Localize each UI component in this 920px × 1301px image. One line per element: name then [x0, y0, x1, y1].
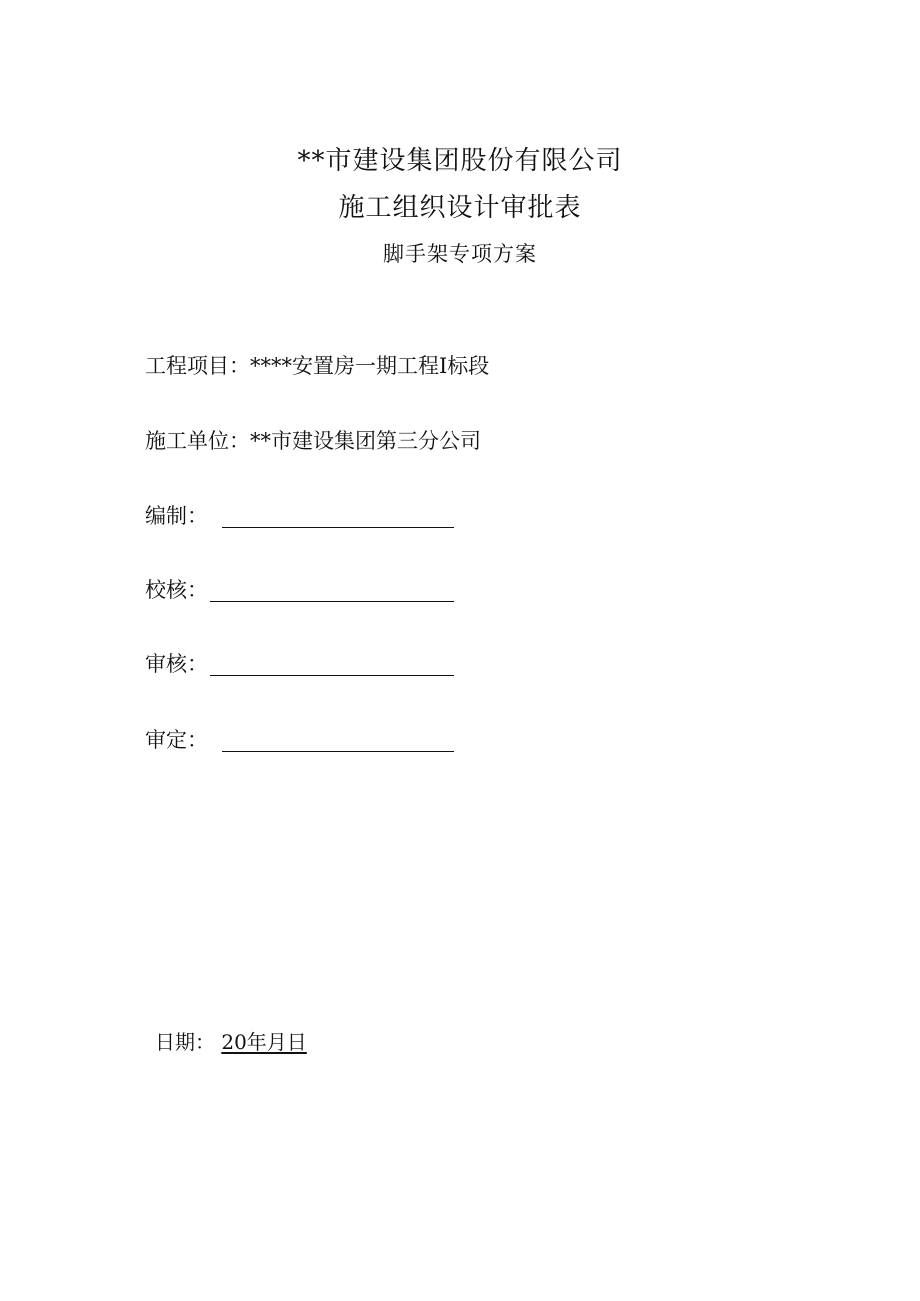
project-row — [145, 350, 489, 380]
checked-by-row — [145, 574, 454, 604]
project-label: 工程项目： — [145, 354, 250, 378]
compiled-by-signature-line — [222, 505, 454, 528]
approved-by-signature-line — [222, 729, 454, 752]
project-value: ****安置房一期工程Ⅰ标段 — [250, 354, 490, 378]
date-row — [155, 1026, 307, 1055]
construction-unit-value: **市建设集团第三分公司 — [250, 429, 481, 453]
plan-title: 脚手架专项方案 — [383, 242, 537, 266]
approved-by-label: 审定： — [145, 728, 208, 752]
checked-by-signature-line — [210, 579, 454, 602]
reviewed-by-row — [145, 648, 454, 678]
form-title: 施工组织设计审批表 — [338, 193, 582, 223]
construction-unit-label: 施工单位： — [145, 429, 250, 453]
approved-by-row — [145, 724, 454, 754]
checked-by-label: 校核： — [145, 578, 208, 602]
reviewed-by-label: 审核： — [145, 652, 208, 676]
compiled-by-label: 编制： — [145, 504, 208, 528]
compiled-by-row — [145, 500, 454, 530]
construction-unit-row — [145, 425, 481, 455]
date-value: 20年月日 — [221, 1030, 307, 1054]
company-title: **市建设集团股份有限公司 — [297, 146, 623, 176]
date-label: 日期： — [155, 1030, 215, 1054]
reviewed-by-signature-line — [210, 653, 454, 676]
